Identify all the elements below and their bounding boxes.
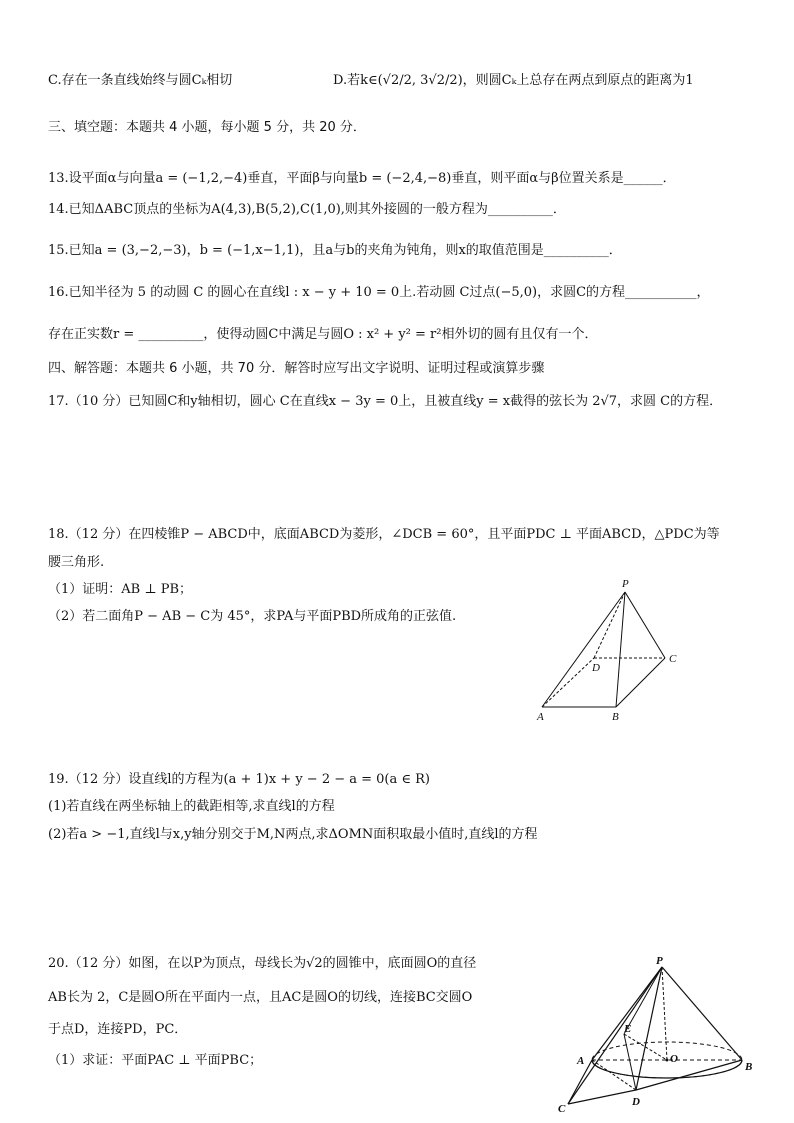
question-16-part-b: 存在正实数r = __________，使得动圆C中满足与圆O : x² + y² = r²相外切的圆有且仅有一个．: [48, 327, 598, 342]
question-20-line-3: 于点D，连接PD，PC．: [48, 1022, 188, 1037]
question-20-line-1: 20.（12 分）如图，在以P为顶点，母线长为√2的圆锥中，底面圆O的直径: [48, 956, 477, 971]
q12-option-c: C.存在一条直线始终与圆Cₖ相切: [48, 73, 233, 88]
q12-option-d: D.若k∈(√2/2, 3√2/2)，则圆Cₖ上总存在两点到原点的距离为1: [333, 73, 694, 88]
question-16-part-a: 16.已知半径为 5 的动圆 C 的圆心在直线l : x − y + 10 = 0上.若动圆 C过点(−5,0)，求圆C的方程___________，: [48, 285, 710, 300]
question-18-line-1: 18.（12 分）在四棱锥P − ABCD中，底面ABCD为菱形，∠DCB = 60°，且平面PDC ⊥ 平面ABCD，△PDC为等: [48, 527, 720, 542]
label-a: A: [537, 711, 544, 723]
question-14: 14.已知ΔABC顶点的坐标为A(4,3),B(5,2),C(1,0),则其外接圆的一般方程为__________．: [48, 202, 566, 217]
question-20-part-1: （1）求证：平面PAC ⊥ 平面PBC；: [48, 1053, 263, 1068]
label-e: E: [624, 1023, 632, 1035]
question-19-line-1: 19.（12 分）设直线l的方程为(a + 1)x + y − 2 − a = 0(a ∈ R): [48, 772, 430, 787]
label-d: D: [632, 1096, 640, 1108]
label-d: D: [592, 662, 600, 674]
cone-figure: [552, 952, 762, 1118]
question-17: 17.（10 分）已知圆C和y轴相切，圆心 C在直线x − 3y = 0上，且被直线y = x截得的弦长为 2√7，求圆 C的方程．: [48, 394, 723, 409]
question-13: 13.设平面α与向量a = (−1,2,−4)垂直，平面β与向量b = (−2,4,−8)垂直，则平面α与β位置关系是______．: [48, 171, 676, 186]
question-15: 15.已知a = (3,−2,−3)，b = (−1,x−1,1)，且a与b的夹角为钝角，则x的取值范围是__________．: [48, 243, 622, 258]
label-c: C: [669, 653, 677, 665]
question-19-part-2: (2)若a > −1,直线l与x,y轴分别交于M,N两点,求ΔOMN面积取最小值时,直线l的方程: [48, 827, 538, 842]
question-18-part-1: （1）证明：AB ⊥ PB；: [48, 582, 193, 597]
question-18-line-2: 腰三角形.: [48, 555, 105, 570]
pyramid-figure: [528, 572, 688, 724]
label-o: O: [670, 1053, 678, 1065]
question-20-line-2: AB长为 2，C是圆O所在平面内一点，且AC是圆O的切线，连接BC交圆O: [48, 990, 473, 1005]
label-b: B: [612, 711, 619, 723]
section-4-heading: 四、解答题：本题共 6 小题，共 70 分．解答时应写出文字说明、证明过程或演算步骤: [48, 361, 545, 376]
section-3-heading: 三、填空题：本题共 4 小题，每小题 5 分，共 20 分．: [48, 120, 366, 135]
label-b: B: [745, 1061, 753, 1073]
label-a: A: [577, 1055, 585, 1067]
label-p: P: [622, 578, 629, 590]
label-c: C: [558, 1103, 566, 1115]
question-18-part-2: （2）若二面角P − AB − C为 45°，求PA与平面PBD所成角的正弦值.: [48, 609, 457, 624]
label-p: P: [656, 955, 663, 967]
question-19-part-1: (1)若直线在两坐标轴上的截距相等,求直线l的方程: [48, 799, 335, 814]
